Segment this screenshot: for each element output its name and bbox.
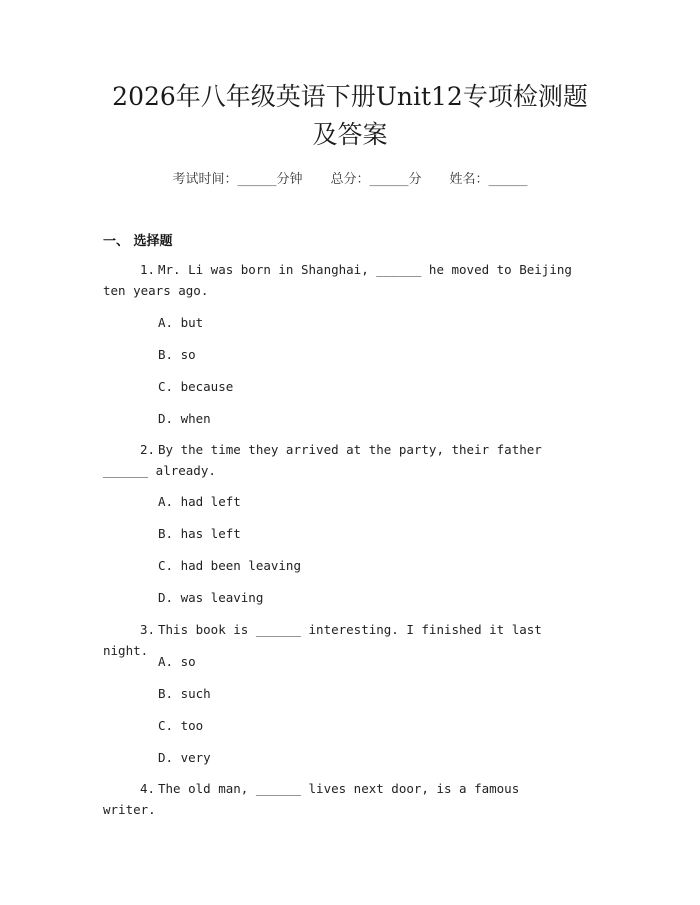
- question-number: 4.: [139, 781, 155, 796]
- exam-meta: [0, 168, 700, 187]
- question-3-option-b: B. such: [158, 686, 211, 701]
- question-1: [103, 259, 573, 301]
- question-number: 3.: [139, 622, 155, 637]
- question-number: 2.: [139, 442, 155, 457]
- question-text: By the time they arrived at the party, their father ______ already.: [103, 442, 542, 478]
- question-3-option-c: C. too: [158, 718, 204, 733]
- total-score-label: 总分：______分: [330, 172, 422, 187]
- question-text: The old man, ______ lives next door, is a famous writer.: [103, 781, 520, 817]
- question-1-option-b: B. so: [158, 347, 196, 362]
- question-1-option-a: A. but: [158, 315, 204, 330]
- section-heading: 一、 选择题: [103, 234, 173, 249]
- student-name-label: 姓名：______: [449, 172, 528, 187]
- question-3-option-a: A. so: [158, 654, 196, 669]
- question-text: This book is ______ interesting. I finished it last night.: [103, 622, 542, 658]
- title-line-2: 及答案: [312, 120, 388, 149]
- question-number: 1.: [139, 262, 155, 277]
- question-1-option-c: C. because: [158, 379, 234, 394]
- question-2-option-c: C. had been leaving: [158, 558, 301, 573]
- question-2-option-b: B. has left: [158, 526, 241, 541]
- title-line-1: 2026年八年级英语下册Unit12专项检测题: [112, 82, 588, 111]
- document-title: [60, 78, 640, 154]
- question-4: [103, 778, 573, 820]
- question-2-option-a: A. had left: [158, 494, 241, 509]
- question-text: Mr. Li was born in Shanghai, ______ he moved to Beijing ten years ago.: [103, 262, 572, 298]
- question-2: [103, 439, 573, 481]
- question-1-option-d: D. when: [158, 411, 211, 426]
- exam-time-label: 考试时间：______分钟: [172, 172, 303, 187]
- question-3-option-d: D. very: [158, 750, 211, 765]
- question-2-option-d: D. was leaving: [158, 590, 264, 605]
